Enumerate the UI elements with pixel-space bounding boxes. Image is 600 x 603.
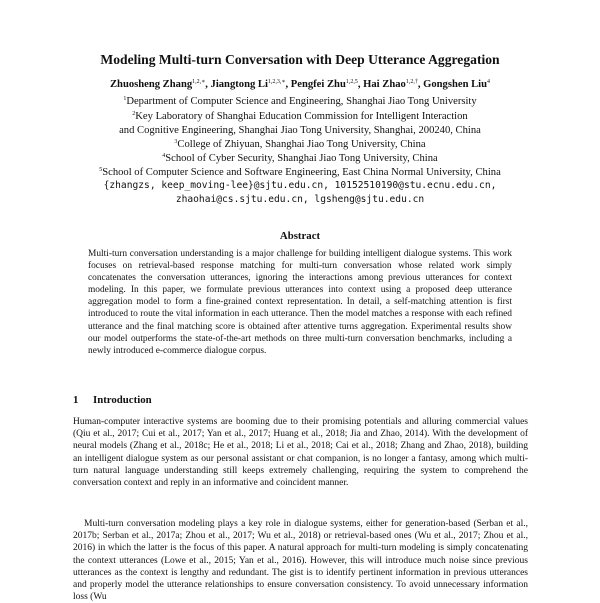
affiliation [0, 164, 600, 179]
section-number: 1 [73, 394, 79, 406]
author [291, 79, 363, 90]
email-line: {zhangzs, keep_moving-lee}@sjtu.edu.cn, 10152510190@stu.ecnu.edu.cn, [103, 180, 497, 191]
author-name: Pengfei Zhu [290, 79, 346, 90]
author-list [0, 78, 600, 90]
intro-paragraph-2: Multi-turn conversation modeling plays a key role in dialogue systems, either for generation-based (Serban et al., 2017b; Serban et al., 2017a; Zhou et al., 2017; Wu et al., 2018) or retrieval-based ones (Wu et al., 2017; Zhou et al., 2016) in which the latter is the focus of this paper. A natural approach for multi-turn modeling is simply concatenating the context utterances (Lowe et al., 2015; Yan et al., 2016). However, this will introduce much noise since previous utterances as the context is lengthy and redundant. The gist is to identify pertinent information in previous utterances and properly model the utterance relationships to ensure conversation consistency. To avoid unnecessary information loss (Wu [73, 519, 528, 603]
affiliation-mark: 3 [174, 139, 178, 145]
author-name: Hai Zhao [363, 79, 406, 90]
section-title: Introduction [93, 394, 152, 406]
affiliation-mark: 5 [99, 167, 103, 173]
author-name: Jiangtong Li [210, 79, 268, 90]
affiliation-mark: 1 [123, 96, 127, 102]
affiliation-mark: 4 [162, 153, 166, 159]
affiliation [0, 93, 600, 108]
author [211, 79, 291, 90]
author-marks: 1,2,∗ [192, 79, 206, 85]
affiliation [0, 136, 600, 151]
email-line: zhaohai@cs.sjtu.edu.cn, lgsheng@sjtu.edu.cn [175, 194, 425, 205]
abstract-text: Multi-turn conversation understanding is a major challenge for building intelligent dialogue systems. This work focuses on retrieval-based response matching for multi-turn conversation whose related work simply concatenates the conversation utterances, ignoring the interactions among previous utterances for context modeling. In this paper, we formulate previous utterances into context using a proposed deep utterance aggregation model to form a fine-grained context representation. In detail, a self-matching attention is first introduced to route the vital information in each utterance. Then the model matches a response with each refined utterance and the final matching score is obtained after attentive turns aggregation. Experimental results show our model outperforms the state-of-the-art methods on three multi-turn conversation benchmarks, including a newly introduced e-commerce dialogue corpus. [88, 249, 512, 356]
author-separator: , [357, 79, 364, 90]
affiliation [0, 150, 600, 165]
affiliation-text: School of Cyber Security, Shanghai Jiao Tong University, China [165, 153, 438, 164]
author-marks: 1,2,5 [345, 79, 358, 85]
paper-title: Modeling Multi-turn Conversation with Deep Utterance Aggregation [100, 52, 500, 67]
author-name: Gongshen Liu [423, 79, 488, 90]
affiliation [0, 122, 600, 137]
author-separator: , [417, 79, 424, 90]
affiliation-mark: 2 [132, 111, 136, 117]
affiliation-text: School of Computer Science and Software Engineering, East China Normal University, China [102, 167, 501, 178]
affiliation-text: College of Zhiyuan, Shanghai Jiao Tong University, China [177, 139, 426, 150]
author [363, 79, 423, 90]
author-name: Zhuosheng Zhang [109, 79, 193, 90]
intro-paragraph-1: Human-computer interactive systems are booming due to their promising potentials and alluring commercial values (Qiu et al., 2017; Cui et al., 2017; Yan et al., 2017; Huang et al., 2018; Jia and Zhao, 2014). With the development of neural models (Zhang et al., 2018c; He et al., 2018; Li et al., 2018; Cai et al., 2018; Zhang and Zhao, 2018), building an intelligent dialogue system as our personal assistant or chat companion, is no longer a fantasy, among which multi-turn natural language understanding still keeps extremely challenging, requiring the system to comprehend the conversation context and reply in an informative and coincident manner. [73, 417, 528, 489]
author-marks: 4 [487, 79, 491, 85]
author [110, 79, 211, 90]
author-marks: 1,2,3,∗ [267, 79, 286, 85]
affiliation [0, 108, 600, 123]
author-marks: 1,2,† [405, 79, 418, 85]
affiliation-text: Key Laboratory of Shanghai Education Commission for Intelligent Interaction [135, 111, 468, 122]
affiliation-text: Department of Computer Science and Engineering, Shanghai Jiao Tong University [126, 96, 477, 107]
affiliation-text: and Cognitive Engineering, Shanghai Jiao Tong University, Shanghai, 200240, China [119, 125, 481, 136]
abstract-heading: Abstract [279, 230, 321, 242]
author-separator: , [285, 79, 291, 90]
author [423, 79, 490, 90]
author-separator: , [205, 79, 211, 90]
section-heading [73, 394, 152, 406]
